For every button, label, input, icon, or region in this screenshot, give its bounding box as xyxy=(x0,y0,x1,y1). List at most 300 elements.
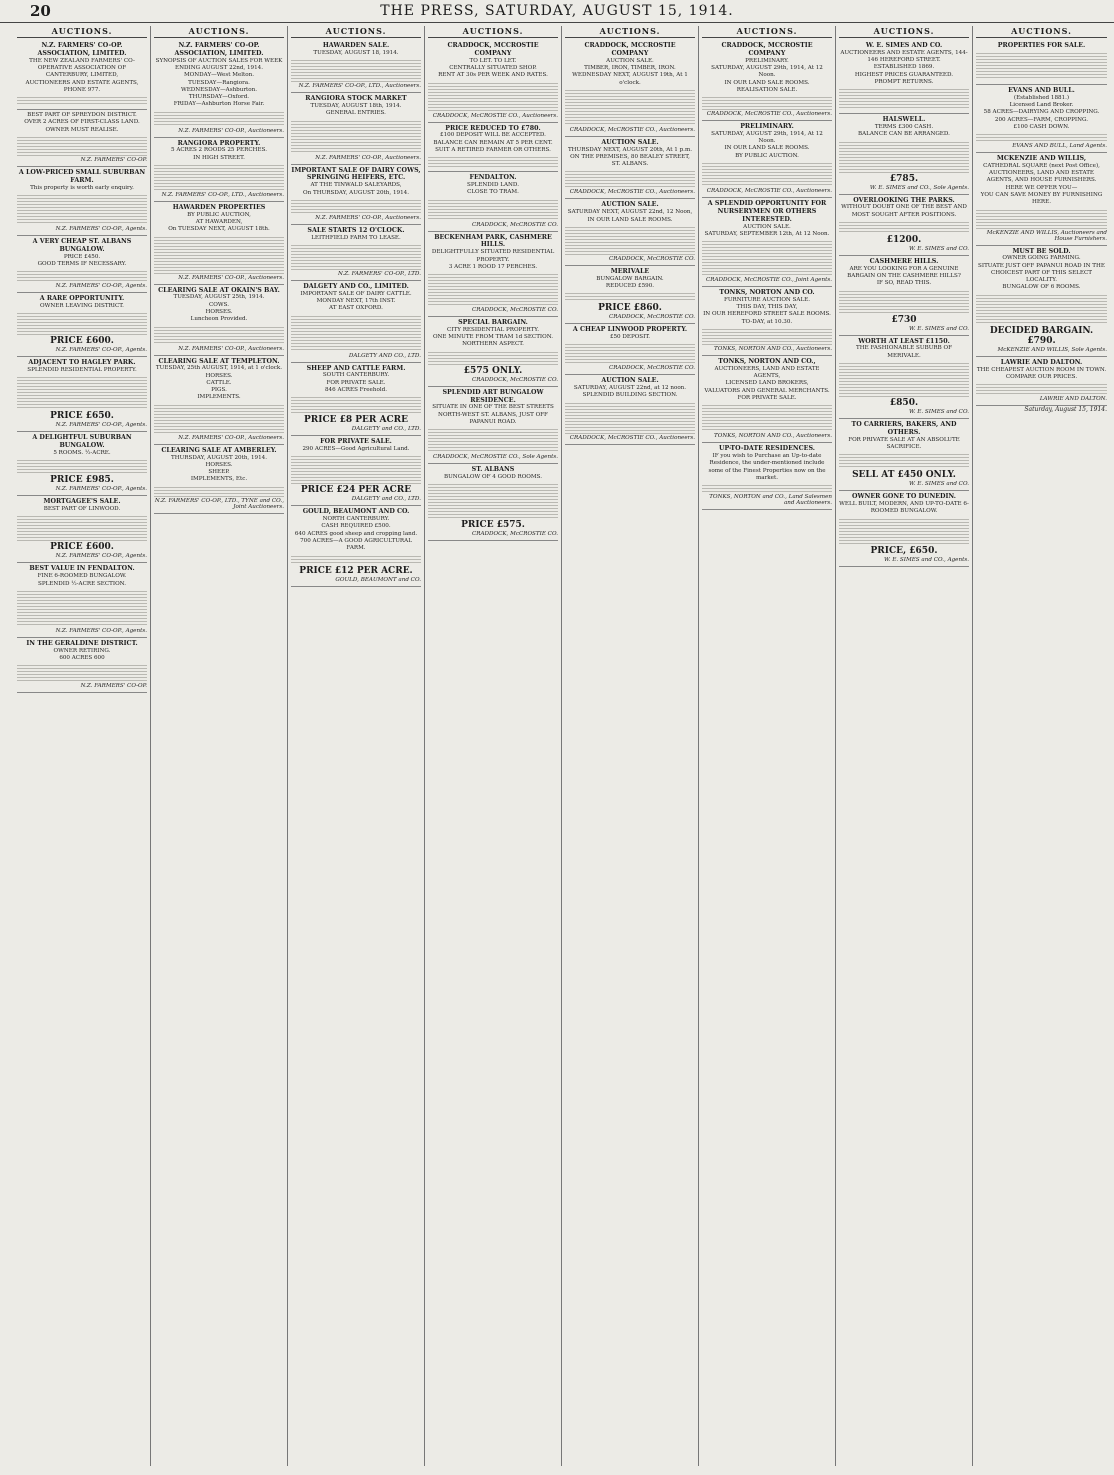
advertisement xyxy=(154,138,284,202)
ad-heading: MCKENZIE AND WILLIS, xyxy=(996,155,1087,163)
ad-text-line: DELIGHTFULLY SITUATED RESIDENTIAL PROPERTY. xyxy=(431,249,555,263)
advertisement xyxy=(154,445,284,514)
ad-text-line: 290 ACRES—Good Agricultural Land. xyxy=(302,446,410,453)
advertisement xyxy=(565,40,695,137)
column-2 xyxy=(151,26,288,1466)
ad-text-line: SOUTH CANTERBURY. xyxy=(322,372,390,379)
ad-heading: ADJACENT TO HAGLEY PARK. xyxy=(28,359,136,367)
ad-text-line: SHEEP. xyxy=(208,469,230,476)
body-text-block xyxy=(702,95,832,110)
ad-heading: AUCTION SALE. xyxy=(601,138,659,146)
body-text-block xyxy=(702,403,832,432)
advertisement xyxy=(565,266,695,324)
body-text-block xyxy=(154,163,284,191)
advertisement xyxy=(702,443,832,510)
ad-text-line: BUNGALOW OF 6 ROOMS. xyxy=(1002,284,1081,291)
ad-signature: N.Z. FARMERS' CO-OP., Agents. xyxy=(55,627,147,634)
ad-signature: McKENZIE AND WILLIS, Auctioneers and House Furnishers. xyxy=(986,229,1107,242)
ad-signature: TONKS, NORTON and CO., Land Salesmen and Auctioneers. xyxy=(709,494,832,507)
ad-text-line: SUIT A RETIRED FARMER OR OTHERS. xyxy=(435,146,551,153)
body-text-block xyxy=(428,155,558,167)
ad-heading: IMPORTANT SALE OF DAIRY COWS, SPRINGING HEIFERS, ETC. xyxy=(291,166,421,182)
ad-text-line: TERMS £300 CASH. xyxy=(874,124,934,131)
advertisement xyxy=(428,123,558,173)
ad-signature: N.Z. FARMERS' CO-OP. xyxy=(80,683,147,690)
ad-heading: CRADDOCK, MCCROSTIE COMPANY xyxy=(584,42,676,57)
ad-price: PRICE £575. xyxy=(461,520,525,531)
ad-signature: N.Z. FARMERS' CO-OP., LTD., Auctioneers. xyxy=(298,83,421,90)
ad-heading: A VERY CHEAP ST. ALBANS BUNGALOW. xyxy=(32,237,132,253)
advertisement xyxy=(976,153,1107,245)
ad-text-line: £100 CASH DOWN. xyxy=(1013,123,1070,130)
ad-text-line: OVER 2 ACRES OF FIRST-CLASS LAND. xyxy=(24,119,140,126)
body-text-block xyxy=(17,269,147,282)
ad-text-line: HORSES. xyxy=(205,309,233,316)
ad-text-line: THE FASHIONABLE SUBURB OF MERIVALE. xyxy=(856,345,952,359)
ad-text-line: SATURDAY NEXT, AUGUST 22nd, 12 Noon, IN OUR LAND SALE ROOMS. xyxy=(567,209,693,223)
ad-text-line: CENTRALLY SITUATED SHOP. xyxy=(449,64,537,71)
ad-text-line: HERE WE OFFER YOU— xyxy=(1005,184,1078,191)
ad-signature: CRADDOCK, McCROSTIE CO. xyxy=(472,376,558,383)
ad-heading: HAWARDEN PROPERTIES xyxy=(172,203,266,211)
ad-heading: SALE STARTS 12 O'CLOCK. xyxy=(307,226,405,234)
ad-text-line: AUCTION SALE. xyxy=(606,57,654,64)
advertisement xyxy=(428,172,558,231)
ad-text-line: TO LET. TO LET. xyxy=(469,57,517,64)
advertisement xyxy=(702,121,832,198)
ad-text-line: MONDAY NEXT, 17th INST. xyxy=(316,298,396,305)
ad-heading: SHEEP AND CATTLE FARM. xyxy=(306,364,406,372)
ad-signature: N.Z. FARMERS' CO-OP., Agents. xyxy=(55,225,147,232)
ad-text-line: HIGHEST PRICES GUARANTEED. xyxy=(854,71,954,78)
ad-text-line: 3 ACRE 1 ROOD 17 PERCHES. xyxy=(448,263,538,270)
ad-text-line: SPLENDID RESIDENTIAL PROPERTY. xyxy=(27,367,137,374)
ad-price: £850. xyxy=(889,398,919,409)
ad-text-line: £100 DEPOSIT WILL BE ACCEPTED. xyxy=(440,132,546,139)
ad-signature: McKENZIE AND WILLIS, Sole Agents. xyxy=(997,346,1107,353)
ad-text-line: WELL BUILT, MODERN, AND UP-TO-DATE 6-ROOMED BUNGALOW. xyxy=(839,501,969,515)
ad-signature: W. E. SIMES and CO. xyxy=(908,245,969,252)
ad-text-line: SATURDAY, AUGUST 29th, 1914, At 12 Noon. xyxy=(711,130,823,145)
column-5 xyxy=(562,26,699,1466)
ad-text-line: IF SO, READ THIS. xyxy=(876,280,932,287)
ad-text-line: AUCTIONEERS, LAND AND ESTATE AGENTS, AND HOUSE FURNISHERS. xyxy=(986,170,1097,184)
ad-price: PRICE £650. xyxy=(50,411,114,422)
advertisement xyxy=(702,198,832,287)
ad-text-line: CATHEDRAL SQUARE (next Post Office), xyxy=(983,162,1100,169)
body-text-block xyxy=(565,225,695,255)
ad-heading: FENDALTON. xyxy=(469,174,517,182)
advertisement xyxy=(976,357,1107,406)
ad-heading: MUST BE SOLD. xyxy=(1012,247,1071,255)
ad-text-line: WEDNESDAY NEXT, AUGUST 19th, At 1 o'clock. xyxy=(572,72,688,86)
ad-heading: CASHMERE HILLS. xyxy=(869,257,939,265)
ad-text-line: ONE MINUTE FROM TRAM 1d SECTION. xyxy=(432,334,554,341)
advertisement xyxy=(702,356,832,443)
ad-signature: CRADDOCK, McCROSTIE CO. xyxy=(472,307,558,314)
ad-text-line: 700 ACRES—A GOOD AGRICULTURAL FARM. xyxy=(300,537,412,552)
ad-heading: TONKS, NORTON AND CO. xyxy=(719,289,815,297)
ad-signature: CRADDOCK, McCROSTIE CO. xyxy=(609,255,695,262)
ad-text-line: NORTH CANTERBURY. xyxy=(322,516,390,523)
ad-price: £1200. xyxy=(886,234,922,245)
ad-price: £575 ONLY. xyxy=(463,365,523,376)
ad-heading: A SPLENDID OPPORTUNITY FOR NURSERYMEN OR OTHERS INTERESTED. xyxy=(707,199,827,223)
column-header: AUCTIONS. xyxy=(565,26,695,38)
ad-signature: N.Z. FARMERS' CO-OP., Auctioneers. xyxy=(178,345,284,352)
ad-heading: HALSWELL. xyxy=(882,116,926,124)
ad-text-line: OWNER RETIRING. xyxy=(53,647,111,654)
ad-text-line: BEST PART OF LINWOOD. xyxy=(43,506,121,513)
body-text-block xyxy=(565,342,695,364)
ad-heading: W. E. SIMES AND CO. xyxy=(865,42,943,49)
ad-text-line: OWNER GOING FARMING. xyxy=(1002,255,1081,262)
body-text-block xyxy=(291,243,421,270)
body-text-block xyxy=(565,88,695,126)
ad-signature: N.Z. FARMERS' CO-OP. xyxy=(80,156,147,163)
ad-signature: EVANS AND BULL, Land Agents. xyxy=(1012,143,1107,150)
advertisement xyxy=(154,202,284,285)
ad-text-line: OWNER MUST REALISE. xyxy=(45,126,119,133)
ad-signature: CRADDOCK, McCROSTIE CO., Auctioneers. xyxy=(569,126,695,133)
body-text-block xyxy=(154,485,284,497)
body-text-block xyxy=(702,161,832,187)
advertisement xyxy=(839,419,969,491)
ad-signature: N.Z. FARMERS' CO-OP., Auctioneers. xyxy=(315,214,421,221)
ad-signature: LAWRIE AND DALTON. xyxy=(1039,396,1107,403)
advertisement xyxy=(428,464,558,541)
body-text-block xyxy=(702,327,832,345)
ad-signature: N.Z. FARMERS' CO-OP., Agents. xyxy=(55,553,147,560)
ad-text-line: SPLENDID ½-ACRE SECTION. xyxy=(38,580,126,587)
ad-text-line: ESTABLISHED 1869. xyxy=(873,64,935,71)
ad-heading: CRADDOCK, MCCROSTIE COMPANY xyxy=(721,42,813,57)
ad-signature: DALGETY and CO., LTD. xyxy=(351,426,421,433)
ad-heading: CRADDOCK, MCCROSTIE COMPANY xyxy=(447,42,539,57)
body-text-block xyxy=(17,514,147,541)
ad-text-line: THURSDAY, AUGUST 20th, 1914. xyxy=(170,454,267,461)
advertisement xyxy=(154,285,284,356)
ad-text-line: SATURDAY, AUGUST 29th, 1914, At 12 Noon. xyxy=(711,64,823,79)
body-text-block xyxy=(976,132,1107,142)
ad-text-line: 846 ACRES Freehold. xyxy=(325,386,387,393)
ad-signature: DALGETY and CO., LTD. xyxy=(351,496,421,503)
ad-text-line: TO-DAY, at 10.30. xyxy=(741,318,793,325)
body-text-block xyxy=(154,403,284,434)
ad-text-line: ARE YOU LOOKING FOR A GENUINE BARGAIN ON THE CASHMERE HILLS? xyxy=(847,265,961,280)
ad-signature: W. E. SIMES and CO. xyxy=(908,325,969,332)
ad-text-line: FRIDAY—Ashburton Horse Fair. xyxy=(173,101,265,108)
ad-heading: A DELIGHTFUL SUBURBAN BUNGALOW. xyxy=(32,434,132,450)
ad-text-line: AUCTION SALE. xyxy=(743,223,791,230)
ad-text-line: IN OUR HEREFORD STREET SALE ROOMS. xyxy=(703,311,831,318)
ad-heading: A CHEAP LINWOOD PROPERTY. xyxy=(572,326,688,334)
ad-price: £785. xyxy=(889,173,919,184)
body-text-block xyxy=(565,169,695,188)
ad-text-line: CLOSE TO TRAM. xyxy=(467,189,519,196)
ad-signature: N.Z. FARMERS' CO-OP., Auctioneers. xyxy=(178,434,284,441)
body-text-block xyxy=(17,589,147,627)
body-text-block xyxy=(428,482,558,519)
advertisement xyxy=(839,40,969,114)
ad-price: PRICE £24 PER ACRE xyxy=(300,485,412,496)
body-text-block xyxy=(291,314,421,352)
ad-text-line: NORTHERN ASPECT. xyxy=(462,341,524,348)
ad-heading: GOULD, BEAUMONT AND CO. xyxy=(302,508,410,516)
ad-signature: CRADDOCK, McCROSTIE CO. xyxy=(472,531,558,538)
ad-heading: A LOW-PRICED SMALL SUBURBAN FARM. xyxy=(18,168,146,184)
ad-text-line: COWS. xyxy=(208,301,230,308)
advertisement xyxy=(291,225,421,281)
advertisement xyxy=(839,336,969,419)
ad-heading: PRELIMINARY. xyxy=(740,123,794,131)
column-3 xyxy=(288,26,425,1466)
column-header: AUCTIONS. xyxy=(154,26,284,38)
ad-price: PRICE £600. xyxy=(50,542,114,553)
ad-price: PRICE £985. xyxy=(50,475,114,486)
ad-signature: TONKS, NORTON AND CO., Auctioneers. xyxy=(714,433,832,440)
ad-signature: N.Z. FARMERS' CO-OP., LTD. xyxy=(337,270,421,277)
advertisement xyxy=(428,317,558,387)
ad-text-line: BUNGALOW BARGAIN. xyxy=(596,275,664,282)
ad-text-line: LEITHFIELD FARM TO LEASE. xyxy=(311,234,401,241)
body-text-block xyxy=(976,293,1107,325)
ad-text-line: SPLENDID BUILDING SECTION. xyxy=(582,392,678,399)
ad-signature: N.Z. FARMERS' CO-OP., Agents. xyxy=(55,283,147,290)
advertisement xyxy=(17,236,147,293)
ad-price: DECIDED BARGAIN. £790. xyxy=(989,325,1094,346)
ad-price: PRICE £600. xyxy=(50,336,114,347)
ad-text-line: TUESDAY—Rangiora. xyxy=(188,79,250,86)
ad-heading: UP-TO-DATE RESIDENCES. xyxy=(718,445,815,453)
ad-signature: W. E. SIMES and CO. xyxy=(908,409,969,416)
body-text-block xyxy=(428,350,558,365)
ad-text-line: COMPARE OUR PRICES. xyxy=(1005,373,1078,380)
ad-text-line: WEDNESDAY—Ashburton. xyxy=(180,86,258,93)
ad-text-line: THE NEW ZEALAND FARMERS' CO-OPERATIVE ASSOCIATION OF CANTERBURY, LIMITED, xyxy=(29,57,135,79)
body-text-block xyxy=(839,220,969,234)
advertisement xyxy=(17,293,147,357)
body-text-block xyxy=(976,208,1107,229)
ad-text-line: FOR PRIVATE SALE. xyxy=(737,394,797,401)
ad-heading: AUCTION SALE. xyxy=(601,201,659,209)
ad-text-line: TUESDAY, AUGUST 18, 1914. xyxy=(313,49,399,56)
ad-text-line: PROMPT RETURNS. xyxy=(874,78,934,85)
ad-heading: PRICE REDUCED TO £780. xyxy=(445,124,541,132)
ad-text-line: IMPLEMENTS, Etc. xyxy=(190,476,248,483)
columns-container xyxy=(14,26,1110,1466)
ad-text-line: IN OUR LAND SALE ROOMS. xyxy=(724,145,810,152)
ad-signature: CRADDOCK, McCROSTIE CO. xyxy=(472,221,558,228)
ad-signature: CRADDOCK, McCROSTIE CO., Sole Agents. xyxy=(432,454,558,461)
ad-text-line: PIGS. xyxy=(211,387,227,394)
ad-heading: CLEARING SALE AT TEMPLETON. xyxy=(158,357,280,365)
ad-signature: GOULD, BEAUMONT and CO. xyxy=(335,576,421,583)
ad-text-line: GOOD TERMS IF NECESSARY. xyxy=(37,260,127,267)
ad-text-line: AUCTIONEERS AND ESTATE AGENTS, xyxy=(25,79,139,86)
ad-text-line: THIS DAY, THIS DAY, xyxy=(736,304,798,311)
ad-text-line: MONDAY—West Melton. xyxy=(183,72,255,79)
advertisement xyxy=(17,357,147,432)
ad-text-line: SITUATE JUST OFF PAPANUI ROAD IN THE CHOICEST PART OF THIS SELECT LOCALITY. xyxy=(978,262,1105,284)
ad-signature: N.Z. FARMERS' CO-OP., LTD., TYNE and CO., Joint Auctioneers. xyxy=(154,497,284,510)
advertisement xyxy=(17,40,147,110)
ad-heading: RANGIORA PROPERTY. xyxy=(177,139,261,147)
body-text-block xyxy=(17,311,147,335)
ad-text-line: SYNOPSIS OF AUCTION SALES FOR WEEK ENDING AUGUST 22nd, 1914. xyxy=(155,57,283,71)
advertisement xyxy=(17,563,147,637)
advertisement xyxy=(976,85,1107,153)
body-text-block xyxy=(17,375,147,410)
ad-text-line: BUNGALOW OF 4 GOOD ROOMS. xyxy=(443,474,543,481)
ad-signature: N.Z. FARMERS' CO-OP., LTD., Auctioneers. xyxy=(161,191,284,198)
ad-signature: CRADDOCK, McCROSTIE CO. xyxy=(609,365,695,372)
ad-text-line: AT THE TINWALD SALEYARDS, xyxy=(310,182,402,189)
advertisement xyxy=(428,232,558,318)
ad-price: SELL AT £450 ONLY. xyxy=(852,470,956,481)
body-text-block xyxy=(17,193,147,225)
body-text-block xyxy=(565,401,695,434)
ad-text-line: SATURDAY, AUGUST 22nd, at 12 noon. xyxy=(573,385,687,392)
ad-text-line: TUESDAY, AUGUST 25th, 1914. xyxy=(173,294,265,301)
ad-text-line: 5 ACRES 2 ROODS 25 PERCHES. xyxy=(171,147,267,154)
body-text-block xyxy=(839,140,969,173)
ad-heading: TONKS, NORTON AND CO., xyxy=(718,358,816,365)
ad-heading: HAWARDEN SALE. xyxy=(322,42,390,49)
ad-text-line: PRELIMINARY. xyxy=(745,57,789,64)
ad-text-line: BEST PART OF SPREYDON DISTRICT. xyxy=(27,112,137,119)
advertisement xyxy=(154,40,284,138)
column-header: AUCTIONS. xyxy=(702,26,832,38)
body-text-block xyxy=(154,235,284,274)
ad-price: PRICE £860. xyxy=(598,303,662,314)
ad-heading: OWNER GONE TO DUNEDIN. xyxy=(852,493,956,501)
ad-text-line: 200 ACRES—FARM, CROPPING. xyxy=(994,116,1089,123)
ad-text-line: SATURDAY, SEPTEMBER 12th, At 12 Noon. xyxy=(704,230,830,237)
body-text-block xyxy=(291,58,421,82)
ad-signature: N.Z. FARMERS' CO-OP., Agents. xyxy=(55,422,147,429)
ad-signature: CRADDOCK, McCROSTIE CO., Auctioneers. xyxy=(706,111,832,118)
advertisement xyxy=(291,281,421,363)
ad-text-line: 640 ACRES good sheep and cropping land. xyxy=(294,530,418,537)
ad-heading: BECKENHAM PARK, CASHMERE HILLS. xyxy=(434,233,552,249)
ad-heading: IN THE GERALDINE DISTRICT. xyxy=(26,639,138,647)
ad-signature: W. E. SIMES and CO., Agents. xyxy=(883,556,969,563)
body-text-block xyxy=(291,395,421,414)
advertisement xyxy=(976,40,1107,85)
ad-heading: AUCTION SALE. xyxy=(601,377,659,385)
ad-heading: TO CARRIERS, BAKERS, AND OTHERS. xyxy=(851,421,957,436)
advertisement xyxy=(839,195,969,256)
ad-heading: WORTH AT LEAST £1150. xyxy=(858,337,950,345)
ad-signature: W. E. SIMES and CO. xyxy=(908,481,969,488)
advertisement xyxy=(565,137,695,200)
advertisement xyxy=(291,436,421,506)
page-number: 20 xyxy=(30,2,51,20)
advertisement xyxy=(291,506,421,586)
body-text-block xyxy=(291,119,421,154)
advertisement xyxy=(17,167,147,236)
ad-signature: N.Z. FARMERS' CO-OP., Auctioneers. xyxy=(178,274,284,281)
advertisement xyxy=(702,287,832,356)
ad-text-line: AUCTIONEERS, LAND AND ESTATE AGENTS, xyxy=(714,365,820,380)
ad-text-line: GENERAL ENTRIES. xyxy=(326,110,386,117)
ad-price: £730 xyxy=(891,314,917,325)
advertisement xyxy=(565,375,695,444)
imprint-date: Saturday, August 15, 1914. xyxy=(1024,406,1107,414)
body-text-block xyxy=(428,427,558,453)
ad-text-line: BY PUBLIC AUCTION. xyxy=(735,152,799,159)
body-text-block xyxy=(976,51,1107,80)
ad-text-line: ON THE PREMISES, 80 BEALEY STREET, ST. ALBANS. xyxy=(570,153,690,168)
advertisement xyxy=(291,93,421,164)
ad-text-line: 58 ACRES—DAIRYING AND CROPPING. xyxy=(983,109,1100,116)
ad-text-line: THE CHEAPEST AUCTION ROOM IN TOWN. xyxy=(976,366,1107,373)
advertisement xyxy=(839,114,969,194)
ad-signature: DALGETY AND CO., LTD. xyxy=(348,352,421,359)
body-text-block xyxy=(17,663,147,682)
ad-text-line: REALISATION SALE. xyxy=(736,86,798,93)
ad-text-line: CATTLE. xyxy=(206,379,232,386)
advertisement xyxy=(17,638,147,693)
body-text-block xyxy=(702,483,832,493)
ad-text-line: 600 ACRES 600 xyxy=(59,654,105,661)
body-text-block xyxy=(839,517,969,545)
ad-text-line: This property is worth early enquiry. xyxy=(30,184,134,191)
body-text-block xyxy=(839,289,969,314)
ad-text-line: AT HAWARDEN, xyxy=(195,219,243,226)
ad-heading: ST. ALBANS xyxy=(471,466,515,474)
ad-heading: LAWRIE AND DALTON. xyxy=(1000,358,1083,366)
ad-price: PRICE £12 PER ACRE. xyxy=(299,565,413,576)
ad-text-line: PHONE 977. xyxy=(63,86,101,93)
column-8 xyxy=(973,26,1110,1466)
column-7 xyxy=(836,26,973,1466)
ad-heading: N.Z. FARMERS' CO-OP. ASSOCIATION, LIMITED. xyxy=(174,42,264,57)
ad-text-line: TUESDAY, 25th AUGUST, 1914, at 1 o'clock. xyxy=(155,365,283,372)
advertisement xyxy=(291,40,421,93)
column-header: AUCTIONS. xyxy=(428,26,558,38)
advertisement xyxy=(154,356,284,445)
advertisement xyxy=(17,432,147,496)
ad-heading: MORTGAGEE'S SALE. xyxy=(43,498,121,506)
ad-heading: CLEARING SALE AT AMBERLEY. xyxy=(161,446,277,454)
ad-text-line: CASH REQUIRED £500. xyxy=(321,523,391,530)
body-text-block xyxy=(839,361,969,397)
ad-signature: CRADDOCK, McCROSTIE CO., Auctioneers. xyxy=(432,112,558,119)
ad-text-line: £50 DEPOSIT. xyxy=(609,334,651,341)
ad-text-line: FURNITURE AUCTION SALE. xyxy=(723,296,811,303)
masthead xyxy=(0,0,1114,23)
body-text-block xyxy=(17,95,147,105)
ad-signature: CRADDOCK, McCROSTIE CO., Auctioneers. xyxy=(569,189,695,196)
advertisement xyxy=(291,165,421,225)
ad-heading: SPECIAL BARGAIN. xyxy=(458,319,528,327)
newspaper-title: THE PRESS, SATURDAY, AUGUST 15, 1914. xyxy=(380,3,734,19)
body-text-block xyxy=(428,198,558,221)
column-header: AUCTIONS. xyxy=(17,26,147,38)
ad-text-line: Licensed Land Broker. xyxy=(1009,101,1074,108)
advertisement xyxy=(702,40,832,121)
ad-signature: W. E. SIMES and CO., Sole Agents. xyxy=(869,184,969,191)
ad-heading: N.Z. FARMERS' CO-OP. ASSOCIATION, LIMITED. xyxy=(37,42,127,57)
ad-text-line: FOR PRIVATE SALE. xyxy=(326,379,386,386)
ad-text-line: YOU CAN SAVE MONEY BY FURNISHING HERE. xyxy=(980,191,1103,206)
ad-text-line: 5 ROOMS. ½-ACRE. xyxy=(53,450,111,457)
column-1 xyxy=(14,26,151,1466)
body-text-block xyxy=(428,81,558,112)
body-text-block xyxy=(17,135,147,156)
